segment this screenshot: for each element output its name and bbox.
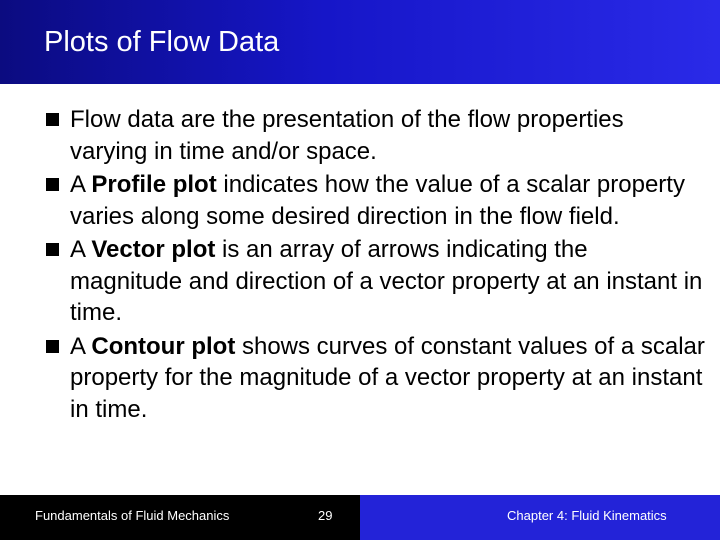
footer	[0, 495, 720, 540]
bullet-item	[46, 331, 706, 426]
bullet-term: Contour plot	[91, 332, 236, 360]
bullet-text: Flow data are the presentation of the flow properties varying in time and/or space.	[70, 106, 624, 165]
slide-content	[46, 104, 706, 427]
bullet-term: Profile plot	[91, 171, 217, 198]
slide-title: Plots of Flow Data	[44, 26, 280, 58]
bullet-item	[46, 169, 706, 232]
footer-left-panel	[0, 495, 360, 540]
bullet-term: Vector plot	[91, 236, 216, 263]
square-bullet-icon	[46, 340, 59, 353]
bullet-text: shows curves of constant values of a scalar property for the magnitude of a vector property at an instant in time.	[70, 332, 705, 423]
bullet-text: A	[70, 236, 92, 263]
square-bullet-icon	[46, 113, 59, 126]
footer-right-panel	[360, 495, 720, 540]
bullet-item	[46, 104, 706, 167]
bullet-text: A	[70, 332, 92, 360]
square-bullet-icon	[46, 178, 59, 191]
square-bullet-icon	[46, 243, 59, 256]
footer-chapter: Chapter 4: Fluid Kinematics	[507, 508, 667, 523]
title-bar	[0, 0, 720, 84]
bullet-text: A	[70, 171, 92, 198]
footer-course: Fundamentals of Fluid Mechanics	[35, 508, 230, 523]
bullet-item	[46, 234, 706, 329]
bullet-text: indicates how the value of a scalar property varies along some desired direction in the flow field.	[70, 171, 685, 230]
bullet-text: is an array of arrows indicating the magnitude and direction of a vector property at an instant in time.	[70, 236, 703, 326]
page-number: 29	[318, 508, 333, 523]
